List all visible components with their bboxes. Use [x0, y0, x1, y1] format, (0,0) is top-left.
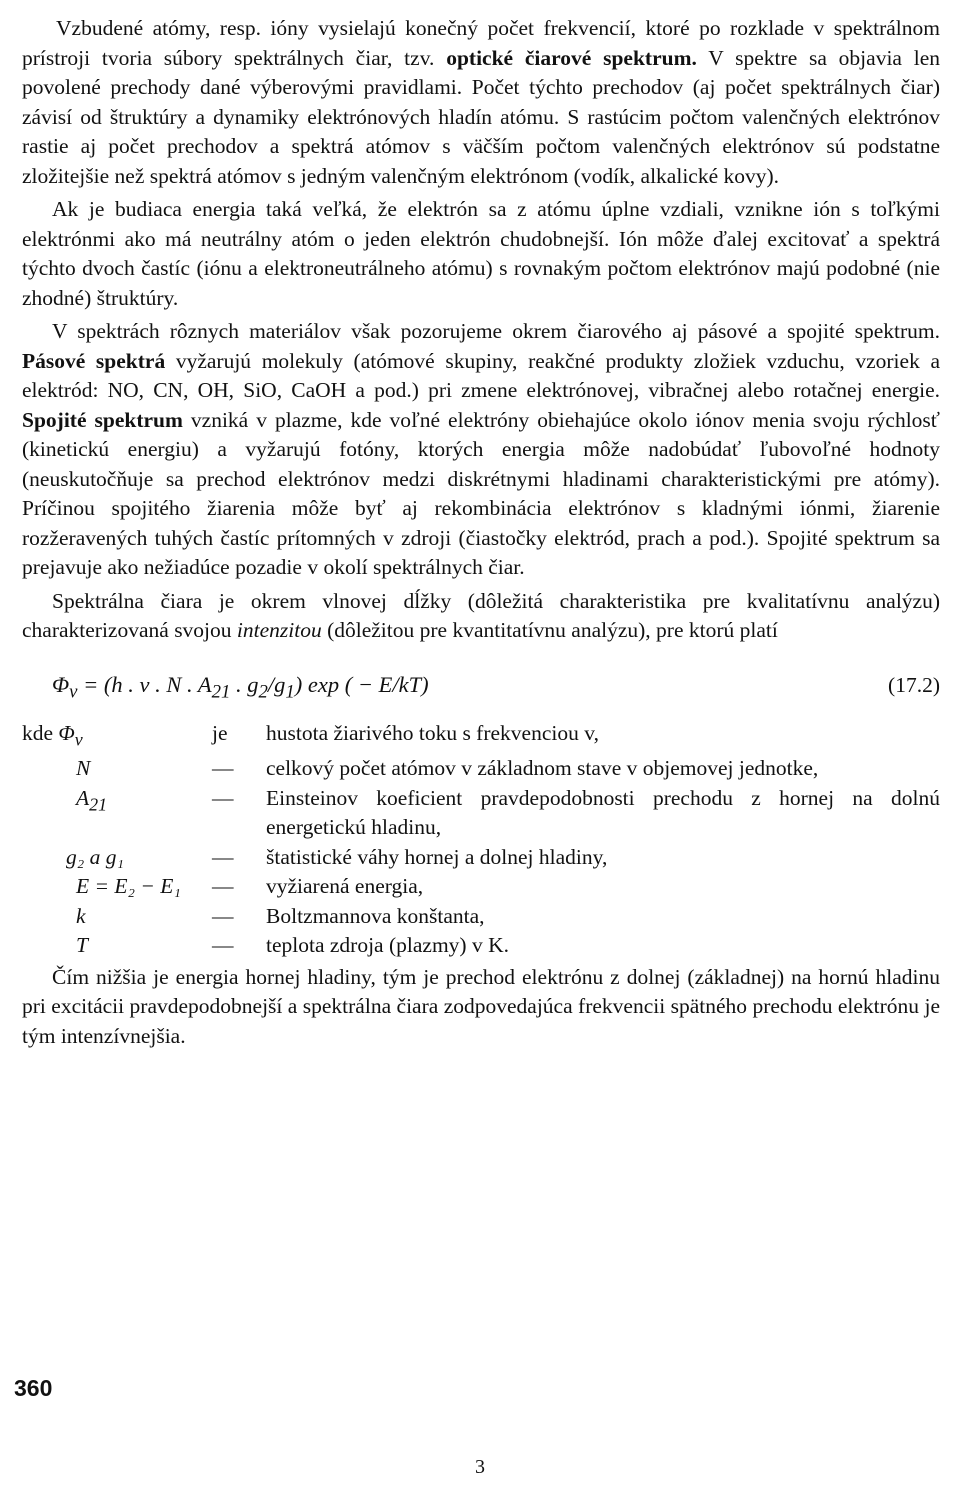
definition-item	[22, 872, 940, 902]
symbol-text: N	[76, 756, 91, 781]
eq-part: = (h . v . N . A	[77, 671, 212, 697]
term-continuous-spectrum: Spojité spektrum	[22, 407, 183, 432]
text-run: vzniká v plazme, kde voľné elektróny obiehajúce okolo iónov menia svoju rýchlosť (kinetickú energiu) a vyžarujú fotóny, ktorých energia môže nadobúdať ľubovoľné hodnoty (neuskutočňuje sa prechod elektrónov medzi diskrétnymi hladinami charakteristickými pre atómy). Príčinou spojitého žiarenia môže byť aj rekombinácia elektrónov s kladnými iónmi, žiarenie rozžeravených tuhých častíc prítomných v zdroji (čiastočky elektród, prach a pod.). Spojité spektrum sa prejavuje ako nežiadúce pozadie v okolí spektrálnych čiar.	[22, 407, 940, 579]
text-run: vyžarujú molekuly (atómové skupiny, reakčné produkty zložiek vzduchu, vzoriek a elektród: NO, CN, OH, SiO, CaOH a pod.) pri zmene elektrónovej, vibračnej alebo rotačnej energie.	[22, 348, 940, 402]
symbol-text: k	[76, 903, 86, 928]
equation-row	[22, 670, 940, 707]
definition-separator: —	[212, 756, 234, 781]
symbol-text: g₂ a g₁	[66, 844, 124, 869]
text-run: V spektre sa objavia len povolené prechody dané výberovými pravidlami. Počet týchto prechodov (aj počet spektrálnych čiar) závisí od štruktúry a dynamiky elektrónových hladín atómu. S rastúcim počtom valenčných elektrónov rastie aj počet prechodov a spektrá atómov s väčším počtom valenčných elektrónov sú podstatne zložitejšie než spektrá atómov s jedným valenčným elektrónom (vodík, alkalické kovy).	[22, 45, 940, 188]
definition-text: Boltzmannova konštanta,	[266, 903, 485, 928]
symbol-text: T	[76, 933, 88, 958]
paragraph-band-continuous	[22, 317, 940, 583]
text-run: Ak je budiaca energia taká veľká, že elektrón sa z atómu úplne vzdiali, vznikne ión s toľkými elektrónmi ako má neutrálny atóm o jeden elektrón chudobnejší. Ión môže ďalej excitovať a spektrá týchto dvoch častíc (iónu a elektroneutrálneho atómu) s rovnakým počtom elektrónov majú podobné (nie zhodné) štruktúry.	[22, 197, 940, 310]
eq-part: ) exp ( − E/kT)	[294, 671, 429, 697]
paragraph-conclusion	[22, 963, 940, 1052]
paragraph-ionization	[22, 195, 940, 313]
definition-text: štatistické váhy hornej a dolnej hladiny,	[266, 844, 608, 869]
symbol-text: Φ	[58, 720, 75, 745]
text-run: Čím nižšia je energia hornej hladiny, tým je prechod elektrónu z dolnej (základnej) na hornú hladinu pri excitácii pravdepodobnejší a spektrálna čiara zodpovedajúca frekvencii spätného prechodu elektrónu je tým intenzívnejšia.	[22, 964, 940, 1048]
definition-item	[22, 843, 940, 873]
page-number-bottom: 3	[475, 1456, 485, 1478]
symbol-text: E = E₂ − E₁	[76, 874, 181, 899]
eq-sub: 1	[285, 681, 295, 702]
text-run: V spektrách rôznych materiálov však pozorujeme okrem čiarového aj pásové a spojité spektrum.	[52, 319, 940, 343]
paragraph-intensity	[22, 587, 940, 646]
definition-item	[22, 754, 940, 784]
definition-separator: je	[212, 720, 228, 745]
eq-phi: Φ	[52, 671, 70, 697]
term-band-spectra: Pásové spektrá	[22, 348, 166, 373]
paragraph-line-spectrum	[22, 14, 940, 191]
definition-text: celkový počet atómov v základnom stave v objemovej jednotke,	[266, 756, 819, 781]
definition-separator: —	[212, 933, 234, 958]
definition-item	[22, 784, 940, 843]
term-line-spectrum: optické čiarové spektrum.	[446, 45, 697, 70]
text-run: Vzbudené atómy, resp. ióny vysielajú konečný počet frekvencií, ktoré po rozklade v spektrálnom prístroji tvoria súbory spektrálnych čiar, tzv.	[22, 16, 940, 70]
definition-text: Einsteinov koeficient pravdepodobnosti prechodu z hornej na dolnú energetickú hladinu,	[266, 785, 940, 840]
definition-list	[22, 719, 940, 961]
definition-text: hustota žiarivého toku s frekvenciou v,	[266, 720, 599, 745]
text-run: Spektrálna čiara je okrem vlnovej dĺžky (dôležitá charakteristika pre kvalitatívnu analýzu) charakterizovaná svojou	[22, 588, 940, 642]
definition-text: vyžiarená energia,	[266, 874, 424, 899]
symbol-sub: 21	[89, 794, 108, 815]
definition-symbol	[22, 843, 212, 873]
definition-item	[22, 902, 940, 932]
kde-label: kde	[22, 720, 59, 745]
definition-separator: —	[212, 785, 234, 810]
definition-text: teplota zdroja (plazmy) v K.	[266, 933, 509, 958]
eq-sub: 21	[211, 681, 231, 702]
eq-part: . g	[230, 671, 259, 697]
definition-symbol	[22, 719, 212, 755]
equation-number: (17.2)	[888, 672, 940, 697]
definition-symbol	[22, 902, 212, 932]
symbol-text: A	[76, 785, 90, 810]
definition-item	[22, 719, 940, 755]
eq-sub: v	[69, 681, 78, 702]
term-intensity: intenzitou	[236, 618, 322, 642]
text-run: (dôležitou pre kvantitatívnu analýzu), pre ktorú platí	[321, 618, 778, 642]
definition-separator: —	[212, 844, 234, 869]
body-text	[22, 14, 940, 1055]
definition-symbol	[22, 931, 212, 961]
definition-symbol	[22, 784, 212, 820]
definition-symbol	[22, 872, 212, 902]
definition-symbol	[22, 754, 212, 784]
definition-separator: —	[212, 874, 234, 899]
equation	[52, 670, 429, 707]
symbol-sub: v	[74, 728, 83, 749]
eq-part: /g	[267, 671, 286, 697]
definition-separator: —	[212, 903, 234, 928]
definition-item	[22, 931, 940, 961]
page-number-left: 360	[14, 1375, 53, 1401]
eq-sub: 2	[258, 681, 268, 702]
